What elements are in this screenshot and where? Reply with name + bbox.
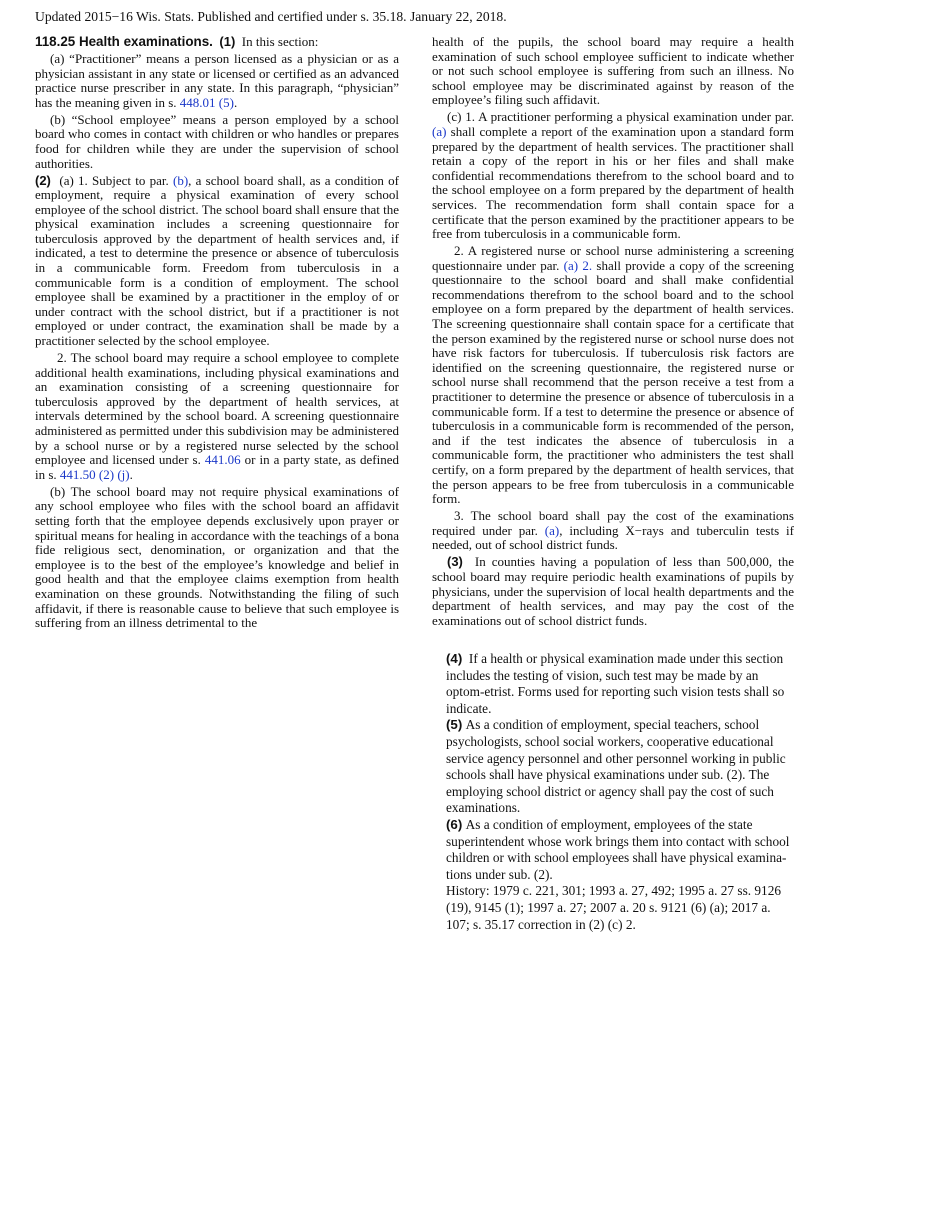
paragraph-5-text: As a condition of employment, special teachers, school psychologists, school social workers, cooperative educational service agency personnel and other personnel working in public schools shall have physical examinations under sub. (2). The employing school district or agency shall pay the cost of such examinations. <box>446 717 786 816</box>
paragraph-4-text: If a health or physical examination made under this section includes the testing of vision, such test may be made by an optom-etrist. Forms used for reporting such vision tests shall so indicate. <box>446 651 785 716</box>
paragraph-2a1 <box>35 174 399 349</box>
subsection-2-number: (2) <box>35 172 51 188</box>
subsection-1-number: (1) <box>219 34 236 49</box>
paragraph-1a-text: (a) “Practitioner” means a person licensed as a physician or as a physician assistant in any state or licensed or certified as an advanced practice nurse prescriber in any state. In this paragraph, “physician” has the meaning given in s. <box>35 50 399 110</box>
paragraph-2a2-end: . <box>129 466 133 482</box>
running-header: Updated 2015−16 Wis. Stats. Published and certified under s. 35.18. January 22, 2018. <box>35 9 507 24</box>
xref-par-a-2[interactable]: (a) 2. <box>563 257 593 273</box>
subsection-6-number: (6) <box>446 816 463 832</box>
xref-448-01-5[interactable]: 448.01 (5) <box>179 94 234 110</box>
paragraph-2c2-text: shall provide a copy of the screening questionnaire to the school board and shall make confidential recommendations therefrom to the school board and to the school employee on a form prepared by the department of health services. The screening questionnaire shall contain space for a certificate that the person examined by the registered nurse or school nurse does not have risk factors for tuberculosis. If tuberculosis risk factors are identified on the screening questionnaire, the registered nurse or school nurse shall recommend that the person receive a test from a practitioner to determine the presence or absence of tuberculosis in a communicable form. If a test to determine the presence or absence of tuberculosis in a communicable form is recommended of the person, and if the test indicates the absence of tuberculosis in a communicable form, the practitioner who administers the test shall certify, on a form prepared by the department of health services, that the person appears to be free from tuberculosis in a communicable form. <box>432 257 795 507</box>
paragraph-2a1-text: , a school board shall, as a condition of employment, require a physical examination of every school employee of the school district. The school board shall ensure that the physical examination includes a screening questionnaire for tuberculosis approved by the department of health services and, if indicated, a test to determine the presence or absence of tuberculosis in a communicable form. Freedom from tuberculosis in a communicable form is a condition of employment. The school employee shall be examined by a practitioner in the employ of or under contract with the school district, but if a practitioner is not employed or under contract, the examination shall be made by a practitioner selected by the school employee. <box>35 172 399 349</box>
subsection-5-number: (5) <box>446 717 463 733</box>
paragraph-2b-part1: (b) The school board may not require physical examinations of any school employee who files with the school board an affidavit setting forth that the employee depends exclusively upon prayer or spiritual means for healing in accordance with the teachings of a bona fide religious sect, denomination, or organization and that the employee is to the best of the employee’s knowledge and belief in good health and that the employee claims exemption from health examination on these grounds. Notwithstanding the filing of such affidavit, if there is reasonable cause to believe that such employee is suffering from an illness detrimental to the <box>35 483 399 631</box>
paragraph-2c3-pre: 3. The school board shall pay the cost of the examinations required under par. <box>432 508 794 538</box>
paragraph-4 <box>446 651 796 717</box>
subsection-3-number: (3) <box>447 554 463 570</box>
section-heading-paragraph <box>35 35 399 50</box>
xref-441-50-2-j[interactable]: 441.50 (2) (j) <box>59 466 130 482</box>
paragraph-6 <box>446 817 796 883</box>
history-note: History: 1979 c. 221, 301; 1993 a. 27, 492; 1995 a. 27 ss. 9126 (19), 9145 (1); 1997 a. 27; 2007 a. 20 s. 9121 (6) (a); 2017 a. 107; s. 35.17 correction in (2) (c) 2. <box>446 883 781 932</box>
paragraph-2c2-pre: 2. A registered nurse or school nurse administering a screening questionnaire under par. <box>432 243 794 273</box>
paragraph-1a <box>35 52 399 110</box>
paragraph-3 <box>432 555 794 628</box>
xref-441-06[interactable]: 441.06 <box>204 452 241 468</box>
paragraph-2c1-text: shall complete a report of the examination upon a standard form prepared by the department of health services. The practitioner shall retain a copy of the report in his or her files and shall make confidential recommendations therefrom to the school board and to the school employee on a form prepared by the department of health services. The recommendation form shall contain space for a certificate that the person examined by the practitioner appears to be free from tuberculosis in a communicable form. <box>432 123 794 242</box>
paragraph-6-text: As a condition of employment, employees of the state superintendent whose work brings them into contact with school children or with school employees shall have physical examina-tions under sub. (2). <box>446 816 790 882</box>
right-column <box>432 35 794 631</box>
paragraph-5 <box>446 717 796 817</box>
paragraph-2a2-mid: or in a party state, as defined in s. <box>35 452 399 482</box>
paragraph-3-text: In counties having a population of less than 500,000, the school board may require periodic health examinations of pupils by physicians, under the supervision of local health departments and the department of health services, and may pay the cost of the examinations out of school district funds. <box>432 554 795 628</box>
paragraph-2c3 <box>432 509 794 553</box>
paragraph-2c2 <box>432 244 794 507</box>
subsection-1-intro: In this section: <box>241 34 319 49</box>
paragraph-2a2-text: 2. The school board may require a school employee to complete additional health examinations, including physical examinations and an examination consisting of a screening questionnaire for tuberculosis approved by the department of health services, at intervals determined by the school board. A screening questionnaire administered as permitted under this subdivision may be administered by a school nurse or by a registered nurse selected by the school employee and licensed under s. <box>35 350 399 468</box>
xref-par-a-cost[interactable]: (a) <box>544 522 560 538</box>
section-title: 118.25 Health examinations. <box>35 34 213 49</box>
paragraph-2b-part2: health of the pupils, the school board may require a health examination of such school employee sufficient to indicate whether or not such school employee is suffering from such an illness. No school employee may be discriminated against by reason of the employee’s filing such affidavit. <box>432 34 794 108</box>
paragraph-2c1-pre: (c) 1. A practitioner performing a physical examination under par. <box>447 109 794 125</box>
subsection-4-number: (4) <box>446 651 463 666</box>
paragraph-1a-end: . <box>233 94 238 110</box>
xref-par-b[interactable]: (b) <box>173 172 189 188</box>
xref-par-a[interactable]: (a) <box>432 123 447 139</box>
paragraph-2c1 <box>432 110 794 241</box>
paragraph-2c3-text: , including X−rays and tuberculin tests if needed, out of school district funds. <box>432 522 794 553</box>
paragraph-2a1-pre: (a) 1. Subject to par. <box>59 172 173 188</box>
left-column <box>35 35 399 633</box>
appended-subsections <box>446 651 796 933</box>
paragraph-1b: (b) “School employee” means a person employed by a school board who comes in contact with children or who handles or prepares food for children while they are under the supervision of school authorities. <box>35 111 399 171</box>
paragraph-2a2 <box>35 351 399 482</box>
